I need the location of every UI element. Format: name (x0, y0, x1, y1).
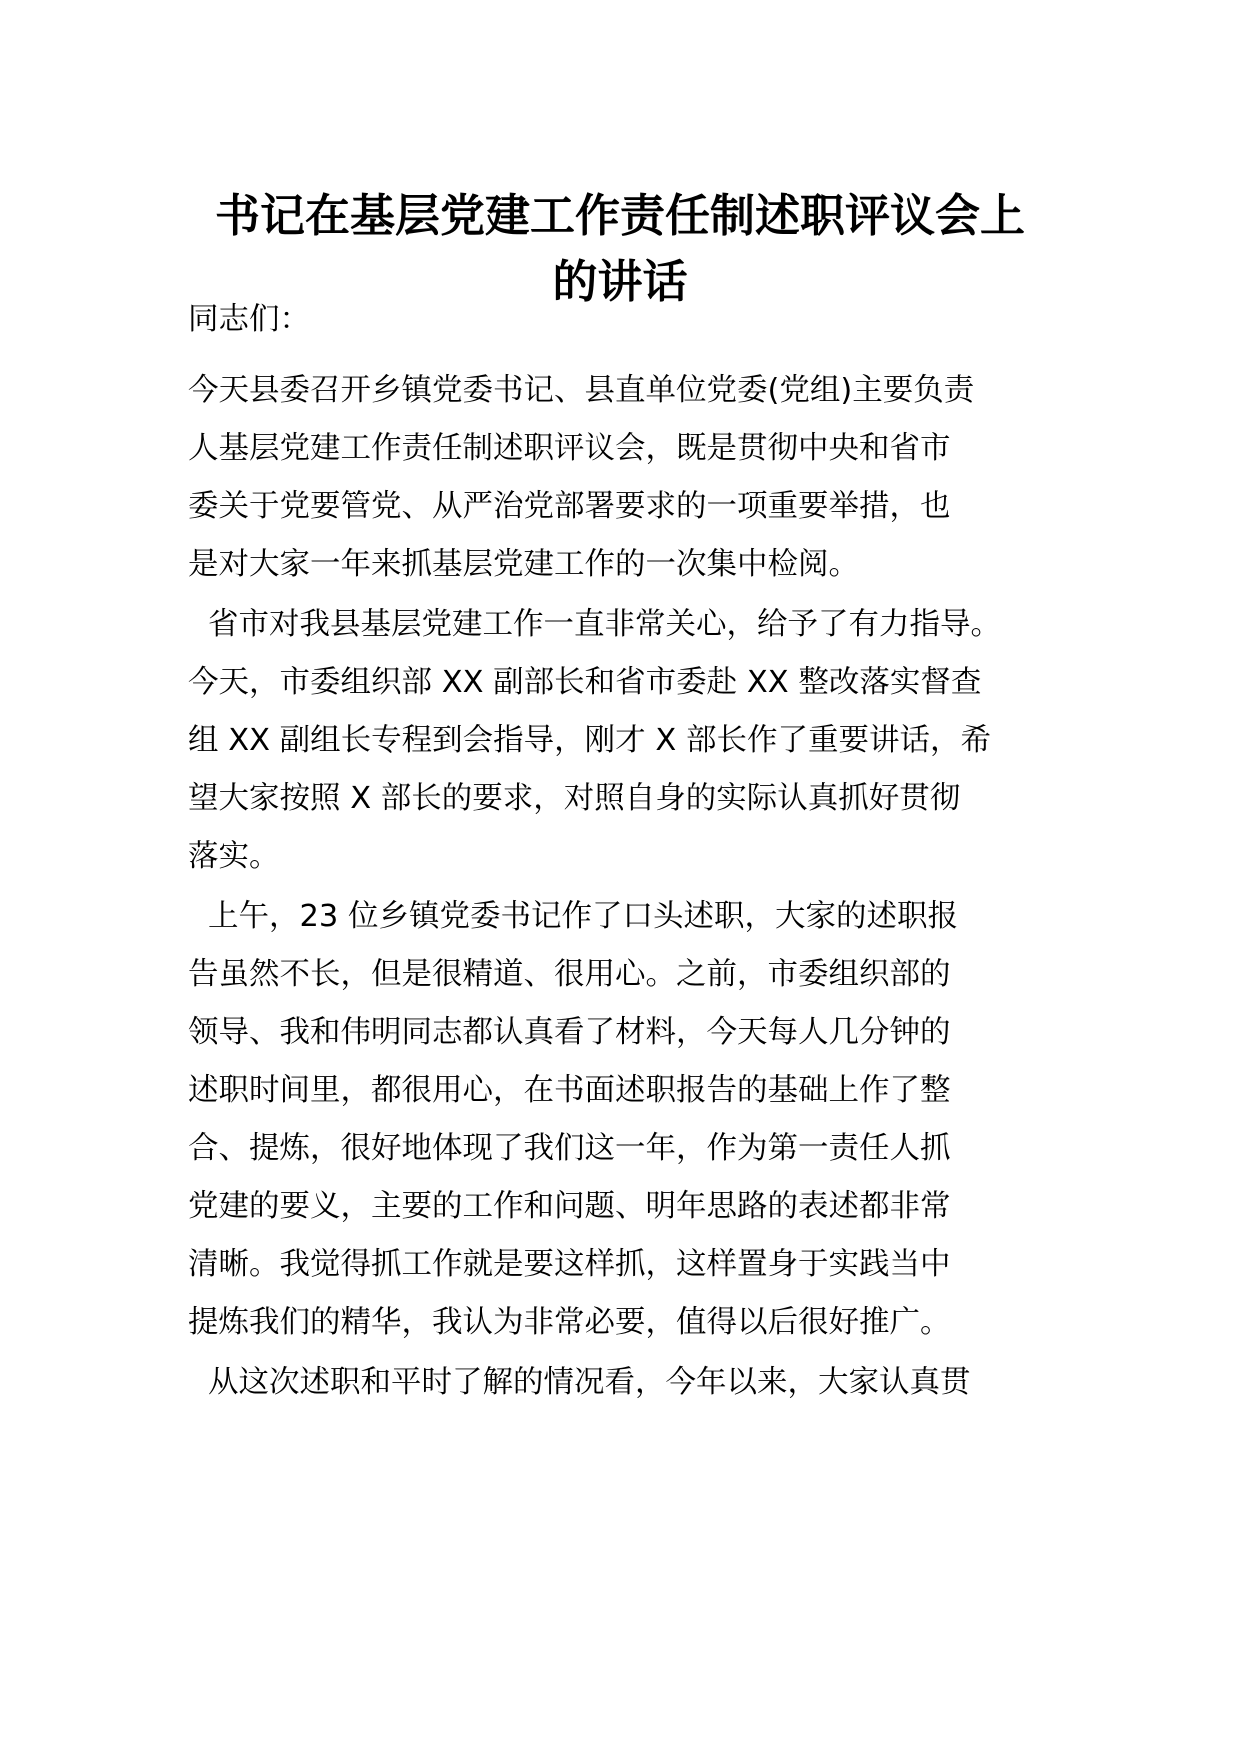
paragraph-3-line-2: 告虽然不长，但是很精道、很用心。之前，市委组织部的 (188, 957, 951, 992)
paragraph-2-line-1: 省市对我县基层党建工作一直非常关心，给予了有力指导。 (208, 607, 1001, 642)
paragraph-3-line-4: 述职时间里，都很用心，在书面述职报告的基础上作了整 (188, 1073, 951, 1108)
paragraph-2-line-3: 组 XX 副组长专程到会指导，刚才 X 部长作了重要讲话，希 (188, 723, 991, 758)
paragraph-1-line-1: 今天县委召开乡镇党委书记、县直单位党委(党组)主要负责 (188, 373, 975, 408)
paragraph-3-line-1: 上午，23 位乡镇党委书记作了口头述职，大家的述职报 (208, 899, 959, 934)
paragraph-2-line-5: 落实。 (188, 839, 280, 874)
salutation: 同志们： (188, 302, 310, 337)
paragraph-1-line-3: 委关于党要管党、从严治党部署要求的一项重要举措，也 (188, 489, 951, 524)
paragraph-3-line-5: 合、提炼，很好地体现了我们这一年，作为第一责任人抓 (188, 1131, 951, 1166)
paragraph-2-line-4: 望大家按照 X 部长的要求，对照自身的实际认真抓好贯彻 (188, 781, 961, 816)
paragraph-4-line-1: 从这次述职和平时了解的情况看，今年以来，大家认真贯 (208, 1365, 971, 1400)
paragraph-3-line-6: 党建的要义，主要的工作和问题、明年思路的表述都非常 (188, 1189, 951, 1224)
paragraph-3-line-7: 清晰。我觉得抓工作就是要这样抓，这样置身于实践当中 (188, 1247, 951, 1282)
paragraph-1-line-4: 是对大家一年来抓基层党建工作的一次集中检阅。 (188, 547, 859, 582)
paragraph-1-line-2: 人基层党建工作责任制述职评议会，既是贯彻中央和省市 (188, 431, 951, 466)
paragraph-3-line-8: 提炼我们的精华，我认为非常必要，值得以后很好推广。 (188, 1305, 951, 1340)
paragraph-2-line-2: 今天，市委组织部 XX 副部长和省市委赴 XX 整改落实督查 (188, 665, 982, 700)
document-title-line-2: 的讲话 (552, 255, 688, 308)
paragraph-3-line-3: 领导、我和伟明同志都认真看了材料，今天每人几分钟的 (188, 1015, 951, 1050)
document-title-line-1: 书记在基层党建工作责任制述职评议会上 (214, 189, 1025, 242)
